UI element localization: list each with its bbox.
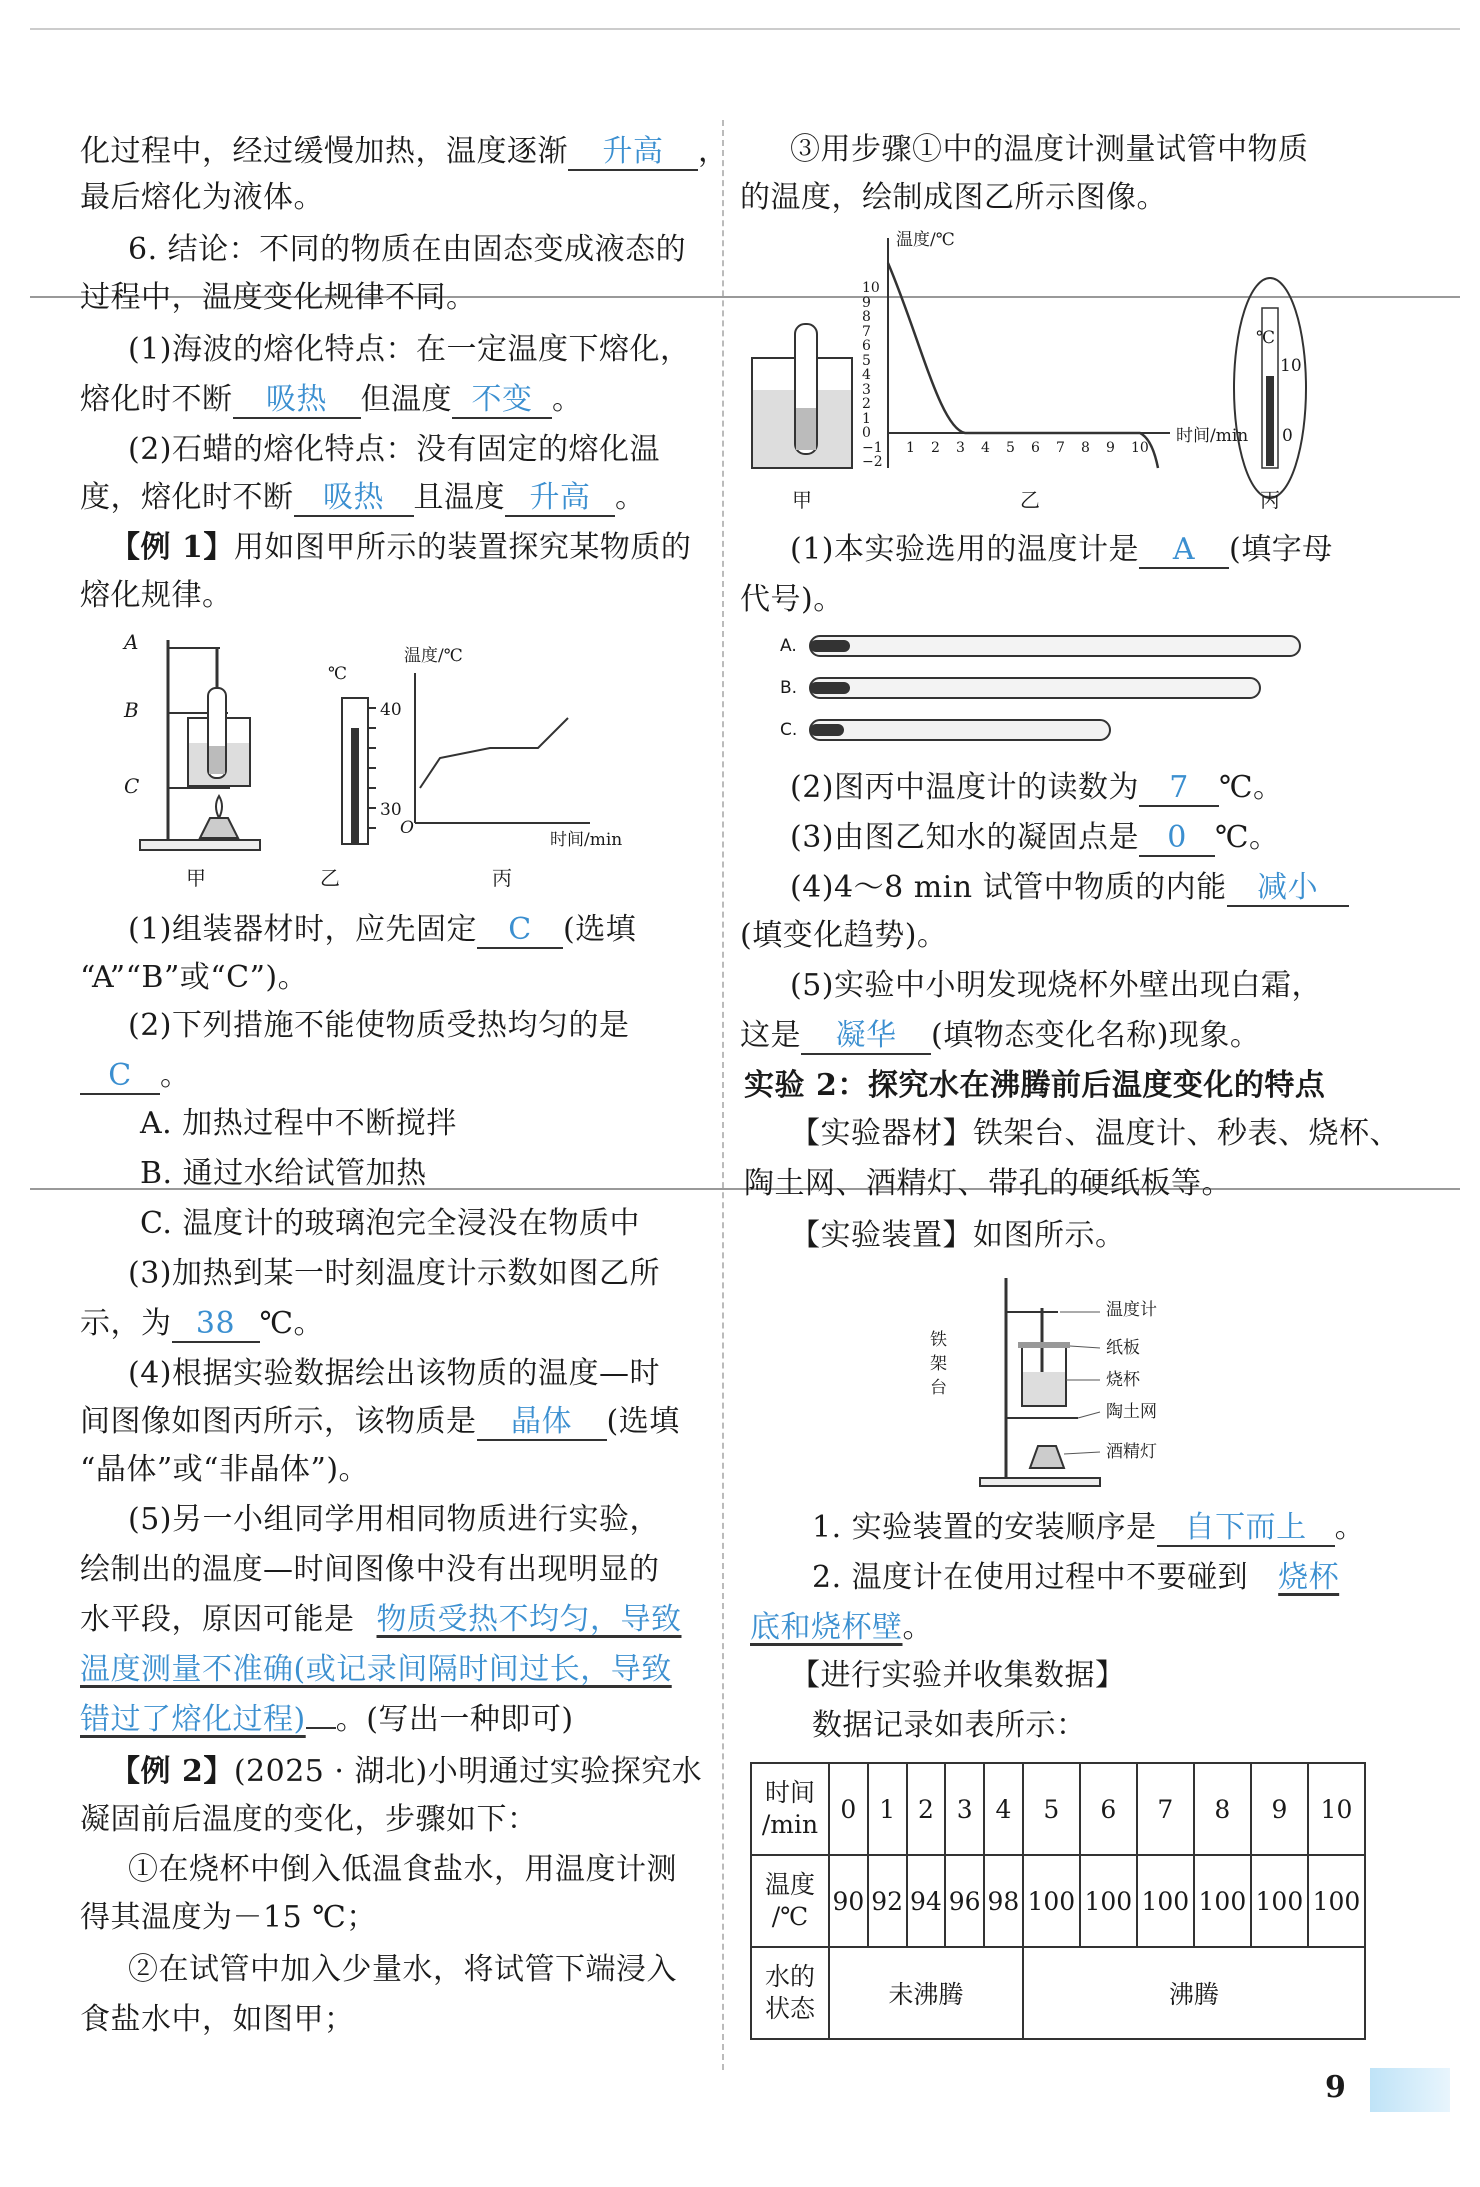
table-cell: 2 xyxy=(907,1763,946,1855)
table-cell: 8 xyxy=(1194,1763,1251,1855)
table-cell: 未沸腾 xyxy=(829,1947,1023,2039)
table-row xyxy=(751,1947,1365,2039)
apparatus-illustration xyxy=(120,628,680,898)
answer-blank[interactable]: A xyxy=(1139,533,1229,569)
table-cell: 1 xyxy=(868,1763,907,1855)
answer-blank[interactable]: 升高 xyxy=(568,135,698,171)
answer-blank[interactable]: 减小 xyxy=(1227,871,1349,907)
table-cell: 100 xyxy=(1137,1855,1194,1947)
text-line: 【进行实验并收集数据】 xyxy=(790,1658,1126,1693)
text-line: 熔化时不断 吸热 但温度 不变 。 xyxy=(80,382,583,417)
graph-ylabel: 温度/℃ xyxy=(404,646,463,666)
text-line: (3)由图乙知水的凝固点是 0 ℃。 xyxy=(790,820,1280,855)
text-line: 错过了熔化过程) 。(写出一种即可) xyxy=(80,1702,574,1737)
x-tick-label: 3 xyxy=(956,440,965,456)
x-tick-label: 8 xyxy=(1081,440,1090,456)
data-table xyxy=(750,1762,1366,2040)
x-tick-label: 1 xyxy=(906,440,915,456)
label-board: 纸板 xyxy=(1106,1338,1140,1358)
table-cell: 0 xyxy=(829,1763,868,1855)
answer-blank[interactable]: 温度测量不准确(或记录间隔时间过长，导致 xyxy=(80,1652,672,1687)
caption-yi: 乙 xyxy=(1020,488,1040,512)
text-line: 底和烧杯壁。 xyxy=(750,1610,933,1645)
table-cell: 100 xyxy=(1080,1855,1137,1947)
figure-freezing xyxy=(740,228,1330,518)
text-line: (1)组装器材时，应先固定 C (选填 xyxy=(128,912,637,947)
text-line: 数据记录如表所示： xyxy=(812,1708,1087,1743)
text-line: (1)海波的熔化特点：在一定温度下熔化， xyxy=(128,332,691,367)
text-line: 化过程中，经过缓慢加热，温度逐渐 升高 ， xyxy=(80,134,729,169)
graph-origin: O xyxy=(400,818,414,838)
option: A. 加热过程中不断搅拌 xyxy=(140,1106,457,1141)
row-header: 时间 /min xyxy=(751,1763,829,1855)
text-line: 绘制出的温度—时间图像中没有出现明显的 xyxy=(80,1552,660,1587)
label-stand: 台 xyxy=(930,1378,947,1398)
text-line: 2. 温度计在使用过程中不要碰到 烧杯 xyxy=(812,1560,1340,1595)
table-cell: 7 xyxy=(1137,1763,1194,1855)
answer-blank[interactable]: 38 xyxy=(172,1307,260,1343)
text-line: C 。 xyxy=(80,1056,191,1096)
page-top-line xyxy=(30,28,1460,30)
answer-blank[interactable]: C xyxy=(477,913,563,949)
row-header: 温度 /℃ xyxy=(751,1855,829,1947)
text-line xyxy=(80,1650,672,1690)
therm-40: 40 xyxy=(380,700,402,720)
y-tick-label: 5 xyxy=(862,352,871,369)
figure-boiling-setup xyxy=(930,1268,1210,1498)
thermometer-options xyxy=(780,628,1340,758)
table-cell: 5 xyxy=(1023,1763,1080,1855)
text-line: 1. 实验装置的安装顺序是 自下而上 。 xyxy=(812,1510,1366,1545)
y-tick-label: 9 xyxy=(862,294,871,311)
x-tick-label: 7 xyxy=(1056,440,1065,456)
graph-xlabel: 时间/min xyxy=(550,830,623,850)
table-cell: 10 xyxy=(1308,1763,1365,1855)
table-cell: 9 xyxy=(1251,1763,1308,1855)
answer-blank[interactable]: 0 xyxy=(1139,821,1215,857)
table-cell: 94 xyxy=(907,1855,946,1947)
table-cell: 98 xyxy=(984,1855,1023,1947)
text-line: ①在烧杯中倒入低温食盐水，用温度计测 xyxy=(128,1852,677,1887)
answer-blank[interactable]: 错过了熔化过程) xyxy=(80,1702,306,1737)
therm-0: 0 xyxy=(1282,426,1293,446)
therm-option-A[interactable]: A. xyxy=(780,636,797,656)
text-line: 水平段，原因可能是 物质受热不均匀，导致 xyxy=(80,1602,682,1637)
text-line: (5)另一小组同学用相同物质进行实验， xyxy=(128,1502,660,1537)
therm-unit: ℃ xyxy=(328,664,348,684)
label-C: C xyxy=(124,774,140,798)
table-cell: 3 xyxy=(945,1763,984,1855)
table-cell: 96 xyxy=(945,1855,984,1947)
label-gauze: 陶土网 xyxy=(1106,1402,1157,1422)
y-tick-label: 10 xyxy=(862,280,880,296)
y-tick-label: 3 xyxy=(862,381,871,398)
text-line: (1)本实验选用的温度计是 A (填字母 xyxy=(790,532,1333,567)
y-tick-label: 2 xyxy=(862,396,871,412)
center-divider xyxy=(722,120,726,2070)
text-line: 【例 1】用如图甲所示的装置探究某物质的 xyxy=(110,530,692,565)
text-line: 得其温度为－15 ℃； xyxy=(80,1900,377,1935)
table-row xyxy=(751,1855,1365,1947)
text-line: 熔化规律。 xyxy=(80,578,233,613)
text-line: “A”“B”或“C”)。 xyxy=(80,960,309,995)
answer-blank[interactable]: 吸热 xyxy=(233,383,361,419)
text-line: 代号)。 xyxy=(740,582,844,617)
x-tick-label: 10 xyxy=(1131,440,1149,456)
x-tick-label: 6 xyxy=(1031,440,1040,456)
therm-option-C[interactable]: C. xyxy=(780,720,798,740)
figure-melting-setup xyxy=(120,628,680,898)
text-line: “晶体”或“非晶体”)。 xyxy=(80,1452,370,1487)
option: C. 温度计的玻璃泡完全浸没在物质中 xyxy=(140,1206,640,1241)
caption-bing: 丙 xyxy=(1260,488,1280,512)
text-line: (4)根据实验数据绘出该物质的温度—时 xyxy=(128,1356,660,1391)
y-tick-label: 7 xyxy=(862,323,871,340)
answer-blank[interactable]: 烧杯 xyxy=(1278,1560,1340,1595)
text-line: 最后熔化为液体。 xyxy=(80,180,324,215)
caption-bing: 丙 xyxy=(492,866,512,890)
y-tick-label: −1 xyxy=(862,439,883,456)
x-tick-label: 5 xyxy=(1006,440,1015,456)
text-line: (2)石蜡的熔化特点：没有固定的熔化温 xyxy=(128,432,660,467)
label-thermometer: 温度计 xyxy=(1106,1300,1157,1320)
text-line: 过程中，温度变化规律不同。 xyxy=(80,280,477,315)
table-cell: 6 xyxy=(1080,1763,1137,1855)
answer-blank[interactable]: 底和烧杯壁 xyxy=(750,1610,903,1645)
y-tick-label: 0 xyxy=(862,425,871,441)
therm-30: 30 xyxy=(380,800,402,820)
table-cell: 92 xyxy=(868,1855,907,1947)
text-line: 【例 2】(2025 · 湖北)小明通过实验探究水 xyxy=(110,1754,703,1789)
x-tick-label: 9 xyxy=(1106,440,1115,456)
text-line: ②在试管中加入少量水，将试管下端浸入 xyxy=(128,1952,677,1987)
option: B. 通过水给试管加热 xyxy=(140,1156,427,1191)
answer-blank[interactable]: C xyxy=(80,1059,160,1095)
table-cell: 100 xyxy=(1023,1855,1080,1947)
label-lamp: 酒精灯 xyxy=(1106,1442,1157,1462)
page-tab xyxy=(1370,2068,1450,2112)
caption-yi: 乙 xyxy=(320,866,340,890)
text-line: 【实验装置】如图所示。 xyxy=(790,1218,1126,1253)
text-line: 度，熔化时不断 吸热 且温度 升高 。 xyxy=(80,480,646,515)
table-cell: 4 xyxy=(984,1763,1023,1855)
text-line: 陶土网、酒精灯、带孔的硬纸板等。 xyxy=(744,1166,1232,1201)
text-line: 示，为 38 ℃。 xyxy=(80,1306,325,1341)
answer-blank[interactable]: 凝华 xyxy=(801,1019,931,1055)
answer-blank[interactable]: 不变 xyxy=(452,383,552,419)
caption-jia: 甲 xyxy=(186,866,206,890)
label-B: B xyxy=(124,698,139,722)
text-line: 的温度，绘制成图乙所示图像。 xyxy=(740,180,1167,215)
therm-unit: ℃ xyxy=(1256,328,1276,348)
text-line: 6. 结论：不同的物质在由固态变成液态的 xyxy=(128,232,687,267)
text-line: (2)图丙中温度计的读数为 7 ℃。 xyxy=(790,770,1284,805)
label-stand: 铁 xyxy=(930,1330,947,1350)
table-cell: 100 xyxy=(1308,1855,1365,1947)
text-line: 凝固前后温度的变化，步骤如下： xyxy=(80,1802,538,1837)
answer-blank[interactable]: 自下而上 xyxy=(1157,1511,1335,1547)
x-tick-label: 2 xyxy=(931,440,940,456)
table-cell: 90 xyxy=(829,1855,868,1947)
table-row xyxy=(751,1763,1365,1855)
text-line: 这是 凝华 (填物态变化名称)现象。 xyxy=(740,1018,1261,1053)
text-line: (5)实验中小明发现烧杯外壁出现白霜， xyxy=(790,968,1322,1003)
text-line: 【实验器材】铁架台、温度计、秒表、烧杯、 xyxy=(790,1116,1400,1151)
y-tick-label: −2 xyxy=(862,454,883,470)
caption-jia: 甲 xyxy=(792,488,812,512)
y-tick-label: 4 xyxy=(862,367,871,383)
therm-option-B[interactable]: B. xyxy=(780,678,798,698)
therm-10: 10 xyxy=(1280,356,1302,376)
freezing-illustration xyxy=(740,228,1330,518)
label-beaker: 烧杯 xyxy=(1106,1370,1140,1390)
page-number: 9 xyxy=(1325,2070,1346,2105)
text-line: (填变化趋势)。 xyxy=(740,918,948,953)
text-line: ③用步骤①中的温度计测量试管中物质 xyxy=(790,132,1309,167)
answer-blank[interactable]: 物质受热不均匀，导致 xyxy=(376,1602,682,1637)
answer-blank[interactable]: 7 xyxy=(1139,771,1219,807)
text-line: (4)4～8 min 试管中物质的内能 减小 xyxy=(790,868,1349,908)
section-title: 实验 2：探究水在沸腾前后温度变化的特点 xyxy=(744,1068,1326,1103)
row-header: 水的 状态 xyxy=(751,1947,829,2039)
graph-xlabel: 时间/min xyxy=(1176,426,1249,446)
text-line: 间图像如图丙所示，该物质是 晶体 (选填 xyxy=(80,1404,680,1439)
y-tick-label: 1 xyxy=(862,410,871,427)
table-cell: 100 xyxy=(1194,1855,1251,1947)
text-line: (3)加热到某一时刻温度计示数如图乙所 xyxy=(128,1256,660,1291)
table-cell: 沸腾 xyxy=(1023,1947,1365,2039)
table-cell: 100 xyxy=(1251,1855,1308,1947)
y-tick-label: 8 xyxy=(862,309,871,325)
answer-blank[interactable]: 升高 xyxy=(505,481,615,517)
text-line: 食盐水中，如图甲； xyxy=(80,2002,355,2037)
text-line: (2)下列措施不能使物质受热均匀的是 xyxy=(128,1008,630,1043)
y-tick-label: 6 xyxy=(862,338,871,354)
answer-blank[interactable]: 吸热 xyxy=(294,481,414,517)
label-A: A xyxy=(124,630,139,654)
label-stand: 架 xyxy=(930,1354,947,1374)
graph-ylabel: 温度/℃ xyxy=(896,230,955,250)
answer-blank[interactable]: 晶体 xyxy=(477,1405,607,1441)
x-tick-label: 4 xyxy=(981,440,990,456)
